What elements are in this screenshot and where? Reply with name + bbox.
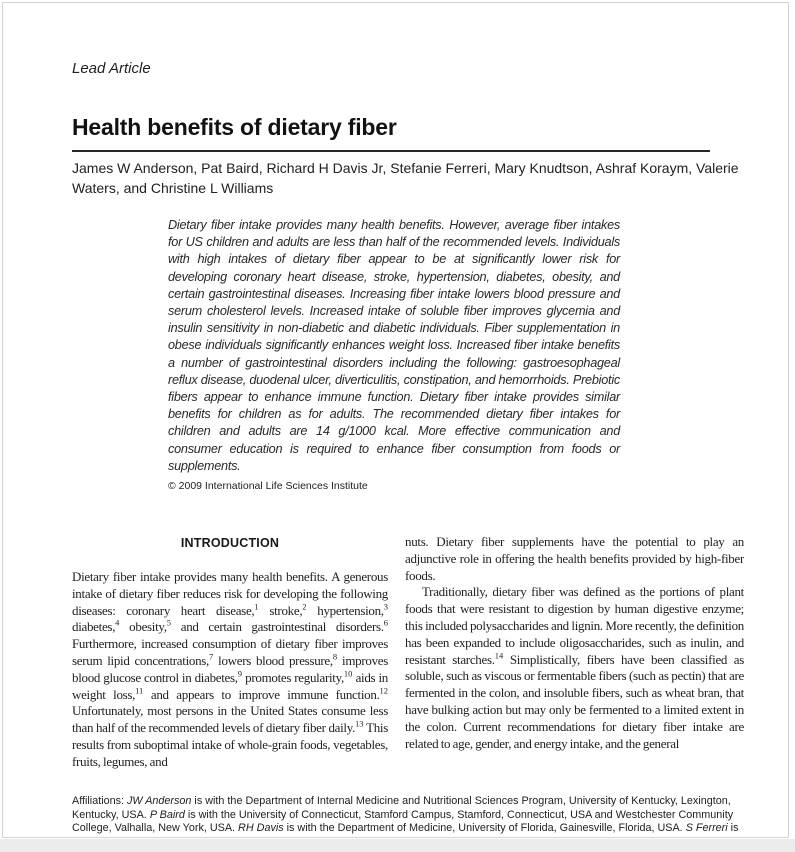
intro-paragraph-right-1: nuts. Dietary fiber supplements have the potential to play an adjunctive role in offering the health benefits provided by high-fiber foods. [405,534,744,583]
affiliations-footnote: Affiliations: JW Anderson is with the Department of Internal Medicine and Nutritional Sciences Program, University of Kentucky, Lexington, Kentucky, USA. P Baird is with the University of Connecticut, Stamford Campus, Stamford, Connecticut, USA and Westchester Community College, Valhalla, New York, USA. RH Davis is with the Department of Medicine, University of Florida, Gainesville, Florida, USA. S Ferreri is [72,795,739,835]
page-bottom-backdrop [0,839,795,852]
authors-line: James W Anderson, Pat Baird, Richard H Davis Jr, Stefanie Ferreri, Mary Knudtson, Ashraf Koraym, Valerie Waters, and Christine L Williams [72,160,739,196]
body-column-left [72,534,388,790]
intro-paragraph-right-2: Traditionally, dietary fiber was defined as the portions of plant foods that were resistant to digestion by human digestive enzyme; this included polysaccharides and lignin. More recently, the definition has been expanded to include oligosaccharides, such as inulin, and resistant starches.$^{14}$ Simplistically, fibers have been classified as soluble, such as viscous or fermentable fibers (such as pectin) that are fermented in the colon, and insoluble fibers, such as wheat bran, that have bulking action but may only be fermented to a limited extent in the colon. Current recommendations for dietary fiber intake are related to age, gender, and energy intake, and the general [405,584,744,751]
body-columns [72,534,744,790]
article-title: Health benefits of dietary fiber [72,114,397,140]
introduction-heading: INTRODUCTION [180,536,280,550]
abstract-text: Dietary fiber intake provides many health benefits. However, average fiber intakes for US children and adults are less than half of the recommended levels. Individuals with high intakes of dietary fiber appear to be at significantly lower risk for developing coronary heart disease, stroke, hypertension, diabetes, obesity, and certain gastrointestinal diseases. Increasing fiber intake lowers blood pressure and serum cholesterol levels. Increased intake of soluble fiber improves glycemia and insulin sensitivity in non-diabetic and diabetic individuals. Fiber supplementation in obese individuals significantly enhances weight loss. Increased fiber intake benefits a number of gastrointestinal disorders including the following: gastroesophageal reflux disease, duodenal ulcer, diverticulitis, constipation, and hemorrhoids. Prebiotic fibers appear to enhance immune function. Dietary fiber intake provides similar benefits for children as for adults. The recommended dietary fiber intakes for children and adults are 14 g/1000 kcal. More effective communication and consumer education is required to enhance fiber consumption from foods or supplements. [168,218,620,473]
kicker-label: Lead Article [72,60,151,77]
title-rule [72,150,710,152]
body-column-right [405,534,744,790]
article-page [2,2,789,838]
intro-paragraph-left: Dietary fiber intake provides many health benefits. A generous intake of dietary fiber reduces risk for developing the following diseases: coronary heart disease,$^1$ stroke,$^2$ hypertension,$^3$ diabetes,$^4$ obesity,$^5$ and certain gastrointestinal disorders.$^6$ Furthermore, increased consumption of dietary fiber improves serum lipid concentrations,$^7$ lowers blood pressure,$^8$ improves blood glucose control in diabetes,$^9$ promotes regularity,$^{10}$ aids in weight loss,$^{11}$ and appears to improve immune function.$^{12}$ Unfortunately, most persons in the United States consume less than half of the recommended levels of dietary fiber daily.$^{13}$ This results from suboptimal intake of whole-grain foods, vegetables, fruits, legumes, and [72,569,389,769]
copyright-line: © 2009 International Life Sciences Institute [168,480,368,492]
